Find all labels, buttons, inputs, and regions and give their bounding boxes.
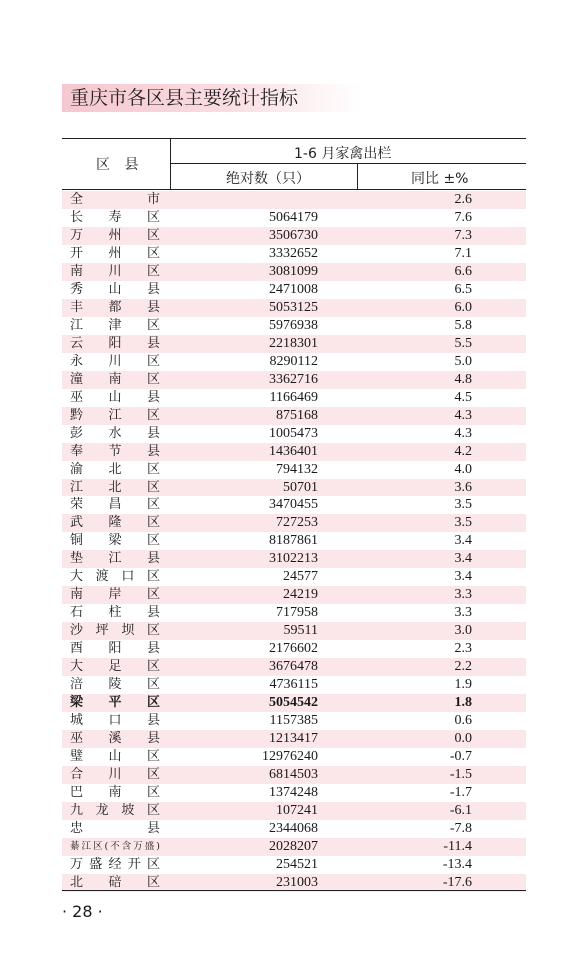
header-mid-rule: [170, 163, 526, 164]
row-absolute-value: 59511: [283, 623, 318, 639]
row-absolute-value: 8187861: [269, 533, 318, 549]
row-region-name: 城口县: [70, 713, 160, 729]
row-percent-change: 4.0: [454, 461, 472, 477]
row-percent-change: 5.8: [454, 317, 472, 333]
table-row: [62, 371, 526, 389]
row-percent-change: -7.8: [449, 820, 472, 836]
row-absolute-value: 3332652: [269, 245, 318, 261]
row-absolute-value: 1157385: [269, 713, 318, 729]
row-absolute-value: 2471008: [269, 281, 318, 297]
row-region-name: 秀山县: [70, 281, 160, 297]
table-row: [62, 712, 526, 730]
table-row: [62, 820, 526, 838]
table-row: [62, 694, 526, 712]
row-absolute-value: 2344068: [269, 820, 318, 836]
row-region-name: 巫溪县: [70, 731, 160, 747]
table-row: [62, 227, 526, 245]
header-bottom-rule: [62, 189, 526, 190]
row-percent-change: -0.7: [449, 749, 472, 765]
table-row: [62, 550, 526, 568]
table-row: [62, 568, 526, 586]
row-percent-change: 0.0: [454, 731, 472, 747]
table-row: [62, 209, 526, 227]
table-row: [62, 658, 526, 676]
row-absolute-value: 231003: [276, 874, 318, 890]
table-row: [62, 730, 526, 748]
row-region-name: 巴南区: [70, 784, 160, 800]
row-percent-change: -6.1: [449, 802, 472, 818]
row-absolute-value: 4736115: [269, 677, 318, 693]
row-absolute-value: 2176602: [269, 641, 318, 657]
row-percent-change: 1.9: [454, 677, 472, 693]
row-percent-change: 7.3: [454, 227, 472, 243]
row-percent-change: 6.5: [454, 281, 472, 297]
table-row: [62, 802, 526, 820]
row-absolute-value: 1005473: [269, 425, 318, 441]
row-percent-change: 3.0: [454, 623, 472, 639]
table-row: [62, 443, 526, 461]
row-percent-change: -1.5: [449, 767, 472, 782]
row-region-name: 巫山县: [70, 389, 160, 405]
row-absolute-value: 12976240: [262, 749, 318, 765]
row-region-name: 万州区: [70, 227, 160, 243]
row-absolute-value: 1166469: [269, 389, 318, 405]
table-row: [62, 748, 526, 766]
row-absolute-value: 794132: [276, 461, 318, 477]
table-row: [62, 353, 526, 371]
row-percent-change: 7.6: [454, 209, 472, 225]
table-bottom-rule: [62, 890, 526, 891]
row-absolute-value: 1436401: [269, 443, 318, 459]
page-number: · 28 ·: [62, 902, 103, 921]
row-percent-change: 4.8: [454, 371, 472, 387]
table-row: [62, 389, 526, 407]
row-absolute-value: 5053125: [269, 299, 318, 315]
row-region-name: 璧山区: [70, 749, 160, 765]
row-percent-change: -17.6: [442, 874, 472, 890]
row-percent-change: 4.5: [454, 389, 472, 405]
table-row: [62, 425, 526, 443]
row-percent-change: 3.4: [454, 569, 472, 585]
row-region-name: 武隆区: [70, 515, 160, 531]
row-percent-change: 6.0: [454, 299, 472, 315]
row-percent-change: -13.4: [442, 856, 472, 872]
table-top-rule: [62, 138, 526, 139]
row-percent-change: 4.3: [454, 407, 472, 423]
row-absolute-value: 717958: [276, 605, 318, 621]
row-absolute-value: 24219: [283, 587, 318, 603]
row-absolute-value: 254521: [276, 856, 318, 872]
row-percent-change: 2.2: [454, 659, 472, 675]
row-region-name: 大渡口区: [70, 569, 160, 585]
row-absolute-value: 1374248: [269, 784, 318, 800]
row-percent-change: 3.4: [454, 551, 472, 567]
table-row: [62, 335, 526, 353]
table-row: [62, 586, 526, 604]
row-region-name: 万盛经开区: [70, 856, 160, 872]
data-table-body: [62, 191, 526, 892]
row-region-name: 开州区: [70, 245, 160, 261]
column-header-absolute: 绝对数（只）: [226, 171, 310, 187]
row-region-name: 永川区: [70, 353, 160, 369]
row-absolute-value: 1213417: [269, 731, 318, 747]
row-region-name: 云阳县: [70, 335, 160, 351]
header-divider-2: [357, 163, 358, 189]
column-header-percent: 同比 ±%: [411, 171, 469, 187]
table-row: [62, 191, 526, 209]
row-percent-change: 6.6: [454, 263, 472, 279]
row-percent-change: 3.5: [454, 497, 472, 513]
row-region-name: 奉节县: [70, 443, 160, 459]
table-row: [62, 245, 526, 263]
row-percent-change: 3.4: [454, 533, 472, 549]
row-absolute-value: 727253: [276, 515, 318, 531]
row-absolute-value: 875168: [276, 407, 318, 423]
table-row: [62, 317, 526, 335]
row-absolute-value: 3470455: [269, 497, 318, 513]
row-absolute-value: 50701: [283, 479, 318, 495]
row-absolute-value: 24577: [283, 569, 318, 585]
table-row: [62, 281, 526, 299]
row-absolute-value: 3362716: [269, 371, 318, 387]
table-row: [62, 514, 526, 532]
table-row: [62, 263, 526, 281]
column-header-region: 区 县: [96, 157, 139, 173]
row-absolute-value: 3081099: [269, 263, 318, 279]
table-row: [62, 407, 526, 425]
row-percent-change: 2.3: [454, 641, 472, 657]
row-region-name: 渝北区: [70, 461, 160, 477]
row-region-name: 南岸区: [70, 587, 160, 603]
row-absolute-value: 5054542: [269, 695, 318, 711]
row-region-name: 涪陵区: [70, 677, 160, 693]
row-percent-change: 1.8: [454, 695, 472, 711]
row-absolute-value: 3676478: [269, 659, 318, 675]
row-percent-change: 3.3: [454, 605, 472, 621]
row-region-name: 彭水县: [70, 425, 160, 441]
row-region-name: 石柱县: [70, 605, 160, 621]
row-percent-change: 3.3: [454, 587, 472, 603]
table-row: [62, 856, 526, 874]
row-percent-change: 7.1: [454, 245, 472, 261]
table-row: [62, 784, 526, 802]
row-absolute-value: 5064179: [269, 209, 318, 225]
row-region-name: 丰都县: [70, 299, 160, 315]
row-region-name: 酉阳县: [70, 641, 160, 657]
row-percent-change: 0.6: [454, 713, 472, 729]
row-region-name: 九龙坡区: [70, 802, 160, 818]
row-absolute-value: 2218301: [269, 335, 318, 351]
row-absolute-value: 3102213: [269, 551, 318, 567]
table-row: [62, 496, 526, 514]
header-divider-1: [170, 138, 171, 189]
row-region-name: 黔江区: [70, 407, 160, 423]
row-region-name: 铜梁区: [70, 533, 160, 549]
row-absolute-value: 2028207: [269, 838, 318, 854]
row-absolute-value: 5976938: [269, 317, 318, 333]
table-row: [62, 676, 526, 694]
row-percent-change: 5.0: [454, 353, 472, 369]
row-region-name: 南川区: [70, 263, 160, 279]
row-percent-change: -11.4: [443, 838, 472, 854]
row-region-name: 綦江区(不含万盛): [70, 840, 160, 852]
table-row: [62, 766, 526, 784]
row-region-name: 梁平区: [70, 695, 160, 711]
row-percent-change: 3.5: [454, 515, 472, 531]
row-region-name: 合川区: [70, 767, 160, 782]
table-row: [62, 622, 526, 640]
row-percent-change: 4.3: [454, 425, 472, 441]
row-absolute-value: 3506730: [269, 227, 318, 243]
table-row: [62, 640, 526, 658]
row-absolute-value: 107241: [276, 802, 318, 818]
row-absolute-value: 8290112: [269, 353, 318, 369]
table-row: [62, 532, 526, 550]
table-row: [62, 838, 526, 856]
row-region-name: 垫江县: [70, 551, 160, 567]
row-percent-change: -1.7: [449, 784, 472, 800]
table-row: [62, 299, 526, 317]
row-absolute-value: 6814503: [269, 767, 318, 782]
row-region-name: 北碚区: [70, 874, 160, 890]
row-percent-change: 2.6: [454, 192, 472, 207]
row-region-name: 大足区: [70, 659, 160, 675]
row-percent-change: 5.5: [454, 335, 472, 351]
row-region-name: 沙坪坝区: [70, 623, 160, 639]
row-percent-change: 3.6: [454, 479, 472, 495]
table-row: [62, 604, 526, 622]
row-region-name: 长寿区: [70, 209, 160, 225]
column-header-group: 1-6 月家禽出栏: [294, 146, 392, 162]
row-percent-change: 4.2: [454, 443, 472, 459]
row-region-name: 忠县: [70, 820, 160, 836]
row-region-name: 全市: [70, 192, 160, 207]
page-title: 重庆市各区县主要统计指标: [70, 87, 299, 109]
table-row: [62, 461, 526, 479]
row-region-name: 潼南区: [70, 371, 160, 387]
table-row: [62, 479, 526, 497]
row-region-name: 江津区: [70, 317, 160, 333]
row-region-name: 荣昌区: [70, 497, 160, 513]
row-region-name: 江北区: [70, 479, 160, 495]
